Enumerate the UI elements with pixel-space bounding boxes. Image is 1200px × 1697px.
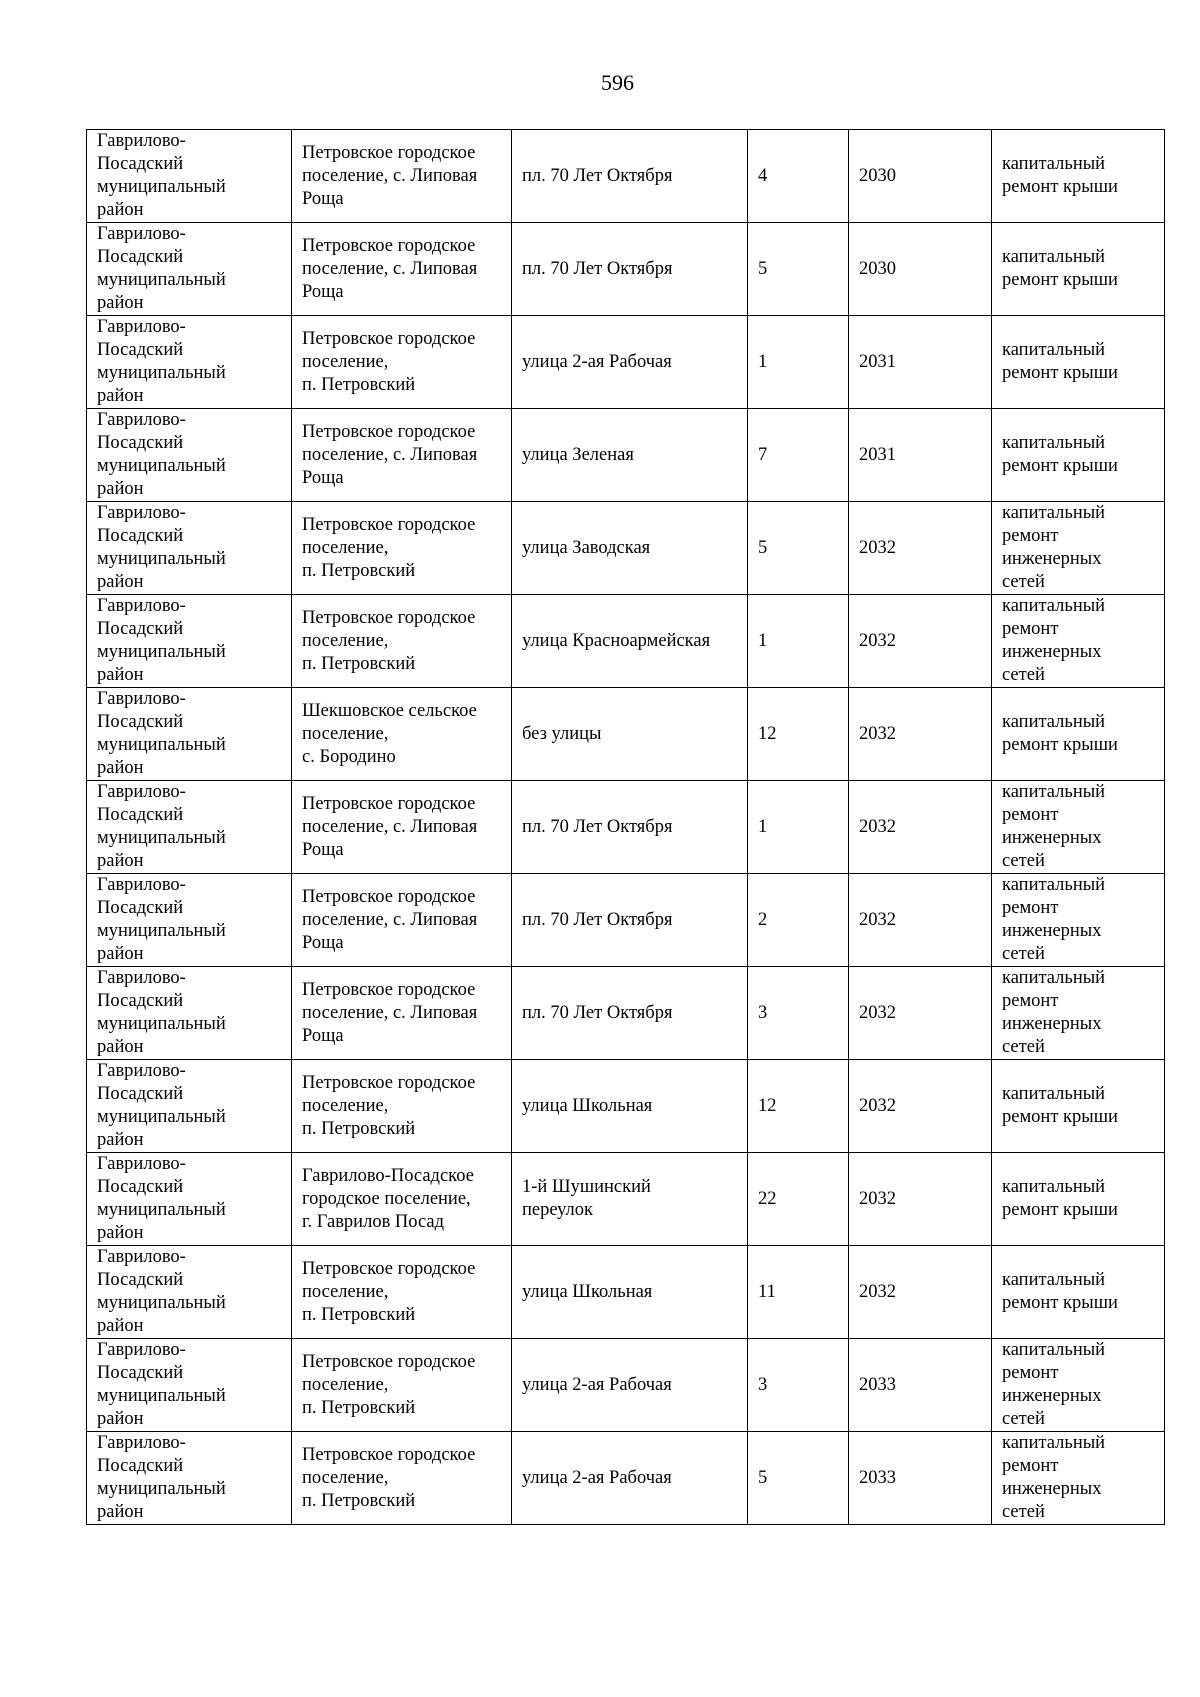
table-body	[87, 130, 1165, 1525]
cell-district: Гаврилово- Посадский муниципальный район	[87, 781, 292, 874]
cell-work-type: капитальный ремонт инженерных сетей	[992, 595, 1165, 688]
cell-house-number: 12	[748, 1060, 849, 1153]
cell-settlement: Петровское городское поселение, п. Петровский	[292, 502, 512, 595]
cell-street: улица Заводская	[512, 502, 748, 595]
cell-repair-year: 2033	[849, 1339, 992, 1432]
cell-street: пл. 70 Лет Октября	[512, 781, 748, 874]
cell-house-number: 1	[748, 595, 849, 688]
cell-repair-year: 2031	[849, 409, 992, 502]
cell-settlement: Петровское городское поселение, п. Петровский	[292, 595, 512, 688]
table-row	[87, 1339, 1165, 1432]
cell-repair-year: 2032	[849, 874, 992, 967]
cell-repair-year: 2032	[849, 781, 992, 874]
table-row	[87, 967, 1165, 1060]
table-row	[87, 409, 1165, 502]
cell-street: пл. 70 Лет Октября	[512, 967, 748, 1060]
cell-street: улица 2-ая Рабочая	[512, 1432, 748, 1525]
cell-street: улица Школьная	[512, 1246, 748, 1339]
cell-district: Гаврилово- Посадский муниципальный район	[87, 688, 292, 781]
cell-settlement: Петровское городское поселение, с. Липовая Роща	[292, 967, 512, 1060]
cell-settlement: Шекшовское сельское поселение, с. Бородино	[292, 688, 512, 781]
cell-district: Гаврилово- Посадский муниципальный район	[87, 1060, 292, 1153]
cell-district: Гаврилово- Посадский муниципальный район	[87, 316, 292, 409]
cell-house-number: 5	[748, 223, 849, 316]
housing-repair-table	[86, 129, 1165, 1525]
cell-settlement: Петровское городское поселение, с. Липовая Роща	[292, 874, 512, 967]
cell-street: пл. 70 Лет Октября	[512, 130, 748, 223]
table-row	[87, 595, 1165, 688]
cell-house-number: 1	[748, 316, 849, 409]
cell-street: без улицы	[512, 688, 748, 781]
cell-work-type: капитальный ремонт крыши	[992, 316, 1165, 409]
cell-repair-year: 2032	[849, 967, 992, 1060]
cell-street: улица Зеленая	[512, 409, 748, 502]
cell-settlement: Петровское городское поселение, п. Петровский	[292, 1432, 512, 1525]
cell-settlement: Петровское городское поселение, п. Петровский	[292, 1060, 512, 1153]
cell-work-type: капитальный ремонт инженерных сетей	[992, 781, 1165, 874]
cell-district: Гаврилово- Посадский муниципальный район	[87, 502, 292, 595]
cell-house-number: 3	[748, 1339, 849, 1432]
cell-repair-year: 2032	[849, 1153, 992, 1246]
cell-street: улица Красноармейская	[512, 595, 748, 688]
table-row	[87, 223, 1165, 316]
cell-street: улица Школьная	[512, 1060, 748, 1153]
table-row	[87, 1153, 1165, 1246]
table-row	[87, 1246, 1165, 1339]
table-row	[87, 1432, 1165, 1525]
cell-house-number: 2	[748, 874, 849, 967]
cell-house-number: 22	[748, 1153, 849, 1246]
cell-district: Гаврилово- Посадский муниципальный район	[87, 409, 292, 502]
table-row	[87, 316, 1165, 409]
cell-work-type: капитальный ремонт инженерных сетей	[992, 874, 1165, 967]
cell-district: Гаврилово- Посадский муниципальный район	[87, 595, 292, 688]
cell-repair-year: 2030	[849, 223, 992, 316]
cell-work-type: капитальный ремонт инженерных сетей	[992, 1339, 1165, 1432]
cell-repair-year: 2032	[849, 688, 992, 781]
cell-district: Гаврилово- Посадский муниципальный район	[87, 1432, 292, 1525]
cell-district: Гаврилово- Посадский муниципальный район	[87, 1339, 292, 1432]
cell-house-number: 7	[748, 409, 849, 502]
cell-work-type: капитальный ремонт крыши	[992, 130, 1165, 223]
cell-settlement: Петровское городское поселение, с. Липовая Роща	[292, 781, 512, 874]
table-row	[87, 1060, 1165, 1153]
cell-repair-year: 2032	[849, 502, 992, 595]
cell-work-type: капитальный ремонт крыши	[992, 1246, 1165, 1339]
cell-street: пл. 70 Лет Октября	[512, 223, 748, 316]
cell-district: Гаврилово- Посадский муниципальный район	[87, 1153, 292, 1246]
cell-work-type: капитальный ремонт инженерных сетей	[992, 967, 1165, 1060]
cell-settlement: Петровское городское поселение, п. Петровский	[292, 1339, 512, 1432]
table-row	[87, 688, 1165, 781]
cell-work-type: капитальный ремонт крыши	[992, 1060, 1165, 1153]
cell-house-number: 12	[748, 688, 849, 781]
cell-house-number: 5	[748, 502, 849, 595]
cell-work-type: капитальный ремонт крыши	[992, 409, 1165, 502]
cell-street: 1-й Шушинский переулок	[512, 1153, 748, 1246]
cell-district: Гаврилово- Посадский муниципальный район	[87, 874, 292, 967]
cell-street: улица 2-ая Рабочая	[512, 1339, 748, 1432]
table-row	[87, 874, 1165, 967]
cell-house-number: 11	[748, 1246, 849, 1339]
cell-house-number: 5	[748, 1432, 849, 1525]
cell-work-type: капитальный ремонт крыши	[992, 1153, 1165, 1246]
cell-repair-year: 2032	[849, 595, 992, 688]
cell-district: Гаврилово- Посадский муниципальный район	[87, 130, 292, 223]
cell-district: Гаврилово- Посадский муниципальный район	[87, 967, 292, 1060]
cell-district: Гаврилово- Посадский муниципальный район	[87, 223, 292, 316]
cell-repair-year: 2031	[849, 316, 992, 409]
table-row	[87, 130, 1165, 223]
cell-settlement: Петровское городское поселение, с. Липовая Роща	[292, 223, 512, 316]
cell-street: пл. 70 Лет Октября	[512, 874, 748, 967]
cell-house-number: 3	[748, 967, 849, 1060]
cell-repair-year: 2033	[849, 1432, 992, 1525]
cell-work-type: капитальный ремонт инженерных сетей	[992, 502, 1165, 595]
cell-settlement: Петровское городское поселение, п. Петровский	[292, 1246, 512, 1339]
cell-house-number: 4	[748, 130, 849, 223]
cell-repair-year: 2032	[849, 1246, 992, 1339]
cell-street: улица 2-ая Рабочая	[512, 316, 748, 409]
cell-repair-year: 2030	[849, 130, 992, 223]
cell-district: Гаврилово- Посадский муниципальный район	[87, 1246, 292, 1339]
cell-settlement: Петровское городское поселение, с. Липовая Роща	[292, 409, 512, 502]
cell-settlement: Петровское городское поселение, п. Петровский	[292, 316, 512, 409]
table-row	[87, 781, 1165, 874]
table-row	[87, 502, 1165, 595]
cell-work-type: капитальный ремонт крыши	[992, 223, 1165, 316]
cell-repair-year: 2032	[849, 1060, 992, 1153]
page-number: 596	[601, 70, 634, 95]
cell-work-type: капитальный ремонт крыши	[992, 688, 1165, 781]
cell-settlement: Петровское городское поселение, с. Липовая Роща	[292, 130, 512, 223]
cell-settlement: Гаврилово-Посадское городское поселение, г. Гаврилов Посад	[292, 1153, 512, 1246]
cell-work-type: капитальный ремонт инженерных сетей	[992, 1432, 1165, 1525]
cell-house-number: 1	[748, 781, 849, 874]
